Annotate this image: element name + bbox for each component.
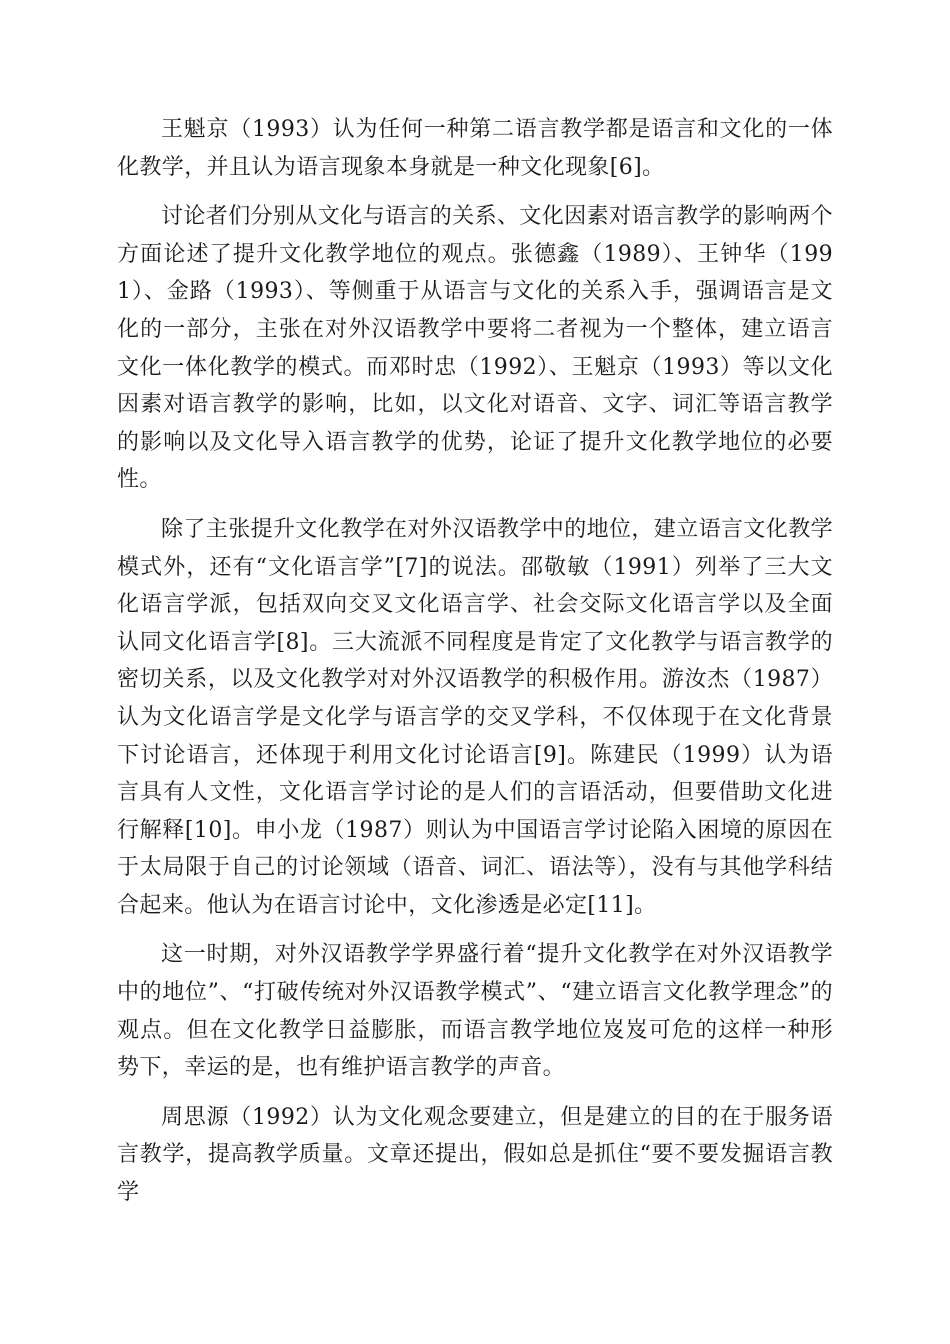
paragraph-5: 周思源（1992）认为文化观念要建立，但是建立的目的在于服务语言教学，提高教学质量。文章还提出，假如总是抓住“要不要发掘语言教学 xyxy=(117,1104,833,1206)
body-text xyxy=(117,111,833,1224)
paragraph-2: 讨论者们分别从文化与语言的关系、文化因素对语言教学的影响两个方面论述了提升文化教学地位的观点。张德鑫（1989）、王钟华（1991）、金路（1993）、等侧重于从语言与文化的关系入手，强调语言是文化的一部分，主张在对外汉语教学中要将二者视为一个整体，建立语言文化一体化教学的模式。而邓时忠（1992）、王魁京（1993）等以文化因素对语言教学的影响，比如，以文化对语音、文字、词汇等语言教学的影响以及文化导入语言教学的优势，论证了提升文化教学地位的必要性。 xyxy=(117,204,834,493)
paragraph-4: 这一时期，对外汉语教学学界盛行着“提升文化教学在对外汉语教学中的地位”、“打破传统对外汉语教学模式”、“建立语言文化教学理念”的观点。但在文化教学日益膨胀，而语言教学地位岌岌可危的这样一种形势下，幸运的是，也有维护语言教学的声音。 xyxy=(117,942,833,1081)
paragraph-3: 除了主张提升文化教学在对外汉语教学中的地位，建立语言文化教学模式外，还有“文化语言学”[7]的说法。邵敬敏（1991）列举了三大文化语言学派，包括双向交叉文化语言学、社会交际文化语言学以及全面认同文化语言学[8]。三大流派不同程度是肯定了文化教学与语言教学的密切关系，以及文化教学对对外汉语教学的积极作用。游汝杰（1987）认为文化语言学是文化学与语言学的交叉学科，不仅体现于在文化背景下讨论语言，还体现于利用文化讨论语言[9]。陈建民（1999）认为语言具有人文性，文化语言学讨论的是人们的言语活动，但要借助文化进行解释[10]。申小龙（1987）则认为中国语言学讨论陷入困境的原因在于太局限于自己的讨论领域（语音、词汇、语法等），没有与其他学科结合起来。他认为在语言讨论中，文化渗透是必定[11]。 xyxy=(117,516,834,918)
paragraph-1: 王魁京（1993）认为任何一种第二语言教学都是语言和文化的一体化教学，并且认为语言现象本身就是一种文化现象[6]。 xyxy=(117,117,833,180)
